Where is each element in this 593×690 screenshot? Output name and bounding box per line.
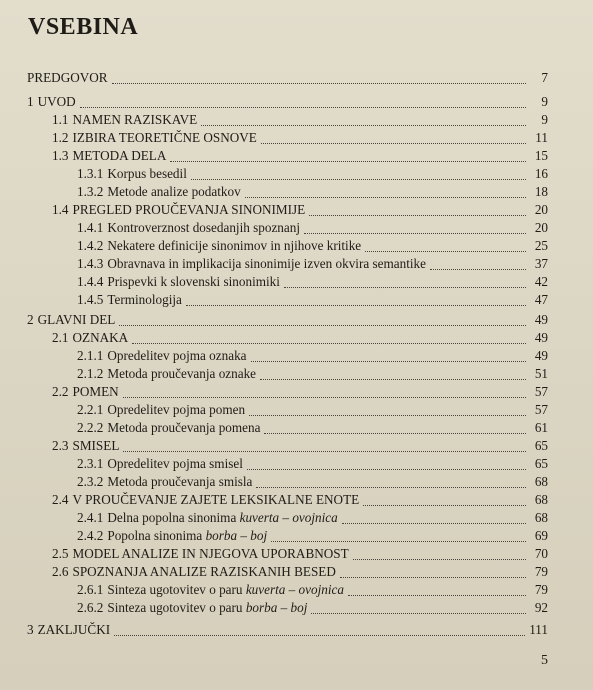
toc-entry-page: 70 (534, 546, 548, 561)
toc-entry-page: 57 (534, 384, 548, 399)
toc-entry-number: 1.4.1 (77, 220, 104, 235)
dot-leader (261, 132, 526, 144)
toc-entry-label (68, 330, 128, 346)
dot-leader (186, 294, 526, 306)
toc-entry-label (68, 112, 197, 128)
toc-entry-page: 51 (534, 366, 548, 381)
dot-leader (340, 566, 526, 578)
toc-entry-label (103, 528, 267, 544)
dot-leader (363, 494, 526, 506)
toc-entry-label (68, 148, 166, 164)
dot-leader (365, 240, 526, 252)
toc-entry-label-text: Korpus besedil (107, 166, 187, 181)
toc-entry-page: 37 (534, 256, 548, 271)
toc-entry-label (68, 130, 256, 146)
toc-entry-number: 2.6 (52, 564, 69, 579)
toc-entry-page: 69 (534, 528, 548, 543)
toc-entry-label (34, 94, 76, 110)
dot-leader (80, 96, 526, 108)
toc-entry-number: 2.4 (52, 492, 69, 507)
toc-entry-number: 1.3.1 (77, 166, 104, 181)
dot-leader (430, 258, 526, 270)
toc-entry-label-text: NAMEN RAZISKAVE (72, 112, 198, 127)
toc-entry-page: 65 (534, 438, 548, 453)
toc-entry[interactable] (0, 582, 548, 598)
toc-entry-label (103, 582, 344, 598)
toc-entry-label (68, 564, 335, 580)
toc-entry-italic-term: kuverta – ovojnica (245, 582, 344, 597)
toc-entry-italic-term: borba – boj (205, 528, 268, 543)
toc-entry-page: 111 (529, 622, 548, 637)
dot-leader (123, 386, 526, 398)
toc-entry-label (103, 184, 240, 200)
toc-entry-label (103, 600, 307, 616)
toc-entry-label-text: Opredelitev pojma oznaka (107, 348, 247, 363)
toc-entry-label (103, 402, 245, 418)
toc-entry-page: 49 (534, 348, 548, 363)
toc-entry-label (34, 312, 116, 328)
toc-entry-label-text: IZBIRA TEORETIČNE OSNOVE (72, 130, 257, 145)
dot-leader (348, 584, 526, 596)
toc-entry[interactable] (0, 238, 548, 254)
dot-leader (284, 276, 526, 288)
toc-entry-page: 7 (541, 70, 548, 85)
toc-entry-label (103, 292, 182, 308)
toc-entry[interactable] (0, 420, 548, 436)
dot-leader (123, 440, 526, 452)
toc-entry-number: 1.1 (52, 112, 69, 127)
toc-entry-number: 2.1 (52, 330, 69, 345)
page-title: VSEBINA (28, 14, 139, 40)
toc-entry-label-text: SMISEL (72, 438, 120, 453)
toc-entry-number: 2.6.1 (77, 582, 104, 597)
toc-entry-number: 1.4.4 (77, 274, 104, 289)
toc-entry-page: 18 (534, 184, 548, 199)
toc-entry-label-text: Metoda proučevanja pomena (107, 420, 261, 435)
dot-leader (304, 222, 526, 234)
toc-entry[interactable] (0, 510, 548, 526)
toc-entry-label-text: Opredelitev pojma smisel (107, 456, 243, 471)
toc-entry[interactable] (0, 292, 548, 308)
toc-entry-number: 1.4.5 (77, 292, 104, 307)
toc-entry-number: 2.1.2 (77, 366, 104, 381)
toc-entry-page: 20 (534, 220, 548, 235)
toc-entry-page: 16 (534, 166, 548, 181)
toc-entry-label-text: PREDGOVOR (27, 70, 108, 85)
toc-entry[interactable] (0, 402, 548, 418)
toc-entry-page: 25 (534, 238, 548, 253)
toc-entry[interactable] (0, 312, 548, 328)
toc-entry-page: 15 (534, 148, 548, 163)
toc-entry-page: 49 (534, 312, 548, 327)
toc-entry[interactable] (0, 220, 548, 236)
toc-entry-label-text: Nekatere definicije sinonimov in njihove kritike (107, 238, 362, 253)
toc-entry-number: 1.4.3 (77, 256, 104, 271)
dot-leader (245, 186, 526, 198)
toc-entry-page: 57 (534, 402, 548, 417)
toc-entry[interactable] (0, 546, 548, 562)
dot-leader (191, 168, 526, 180)
toc-entry-number: 1.3.2 (77, 184, 104, 199)
toc-entry[interactable] (0, 70, 548, 86)
toc-entry-label-text: Delna popolna sinonima (107, 510, 237, 525)
toc-entry-number: 2 (27, 312, 34, 327)
dot-leader (311, 602, 526, 614)
toc-entry-label-text: Sinteza ugotovitev o paru (107, 600, 243, 615)
dot-leader (256, 476, 526, 488)
toc-entry[interactable] (0, 166, 548, 182)
toc-entry-label-text: Metoda proučevanja oznake (107, 366, 257, 381)
dot-leader (112, 72, 526, 84)
toc-entry-page: 49 (534, 330, 548, 345)
toc-entry-label (103, 348, 246, 364)
toc-entry-label-text: SPOZNANJA ANALIZE RAZISKANIH BESED (72, 564, 336, 579)
toc-entry-label-text: Kontroverznost dosedanjih spoznanj (107, 220, 301, 235)
toc-entry-label (103, 420, 260, 436)
toc-entry-label-text: PREGLED PROUČEVANJA SINONIMIJE (72, 202, 306, 217)
toc-entry-number: 2.3.1 (77, 456, 104, 471)
toc-entry-label (68, 546, 348, 562)
dot-leader (247, 458, 526, 470)
toc-entry[interactable] (0, 202, 548, 218)
toc-entry[interactable] (0, 366, 548, 382)
toc-entry-label-text: POMEN (72, 384, 119, 399)
toc-entry-label-text: MODEL ANALIZE IN NJEGOVA UPORABNOST (72, 546, 349, 561)
toc-entry-label-text: ZAKLJUČKI (37, 622, 111, 637)
toc-entry-label-text: Metoda proučevanja smisla (107, 474, 253, 489)
toc-entry[interactable] (0, 492, 548, 508)
toc-entry-number: 2.1.1 (77, 348, 104, 363)
toc-entry-label-text: OZNAKA (72, 330, 129, 345)
toc-entry-number: 1 (27, 94, 34, 109)
toc-entry-label-text: METODA DELA (72, 148, 167, 163)
toc-entry-label (68, 384, 118, 400)
toc-entry-label (103, 456, 243, 472)
toc-entry-label-text: Prispevki k slovenski sinonimiki (107, 274, 280, 289)
toc-entry[interactable] (0, 528, 548, 544)
dot-leader (342, 512, 526, 524)
toc-entry[interactable] (0, 600, 548, 616)
toc-entry-number: 2.2 (52, 384, 69, 399)
dot-leader (132, 332, 526, 344)
toc-entry-number: 2.4.1 (77, 510, 104, 525)
toc-entry-label (103, 510, 337, 526)
toc-entry-number: 2.3 (52, 438, 69, 453)
dot-leader (353, 548, 526, 560)
toc-entry[interactable] (0, 112, 548, 128)
toc-entry-page: 47 (534, 292, 548, 307)
toc-entry[interactable] (0, 274, 548, 290)
toc-entry-label (103, 474, 252, 490)
toc-entry-italic-term: borba – boj (245, 600, 308, 615)
toc-entry-number: 2.6.2 (77, 600, 104, 615)
toc-entry-label-text: Opredelitev pojma pomen (107, 402, 246, 417)
toc-entry[interactable] (0, 130, 548, 146)
toc-entry-label-text: Metode analize podatkov (107, 184, 241, 199)
toc-entry-label (103, 238, 361, 254)
toc-entry-page: 92 (534, 600, 548, 615)
dot-leader (264, 422, 526, 434)
toc-entry-label (68, 438, 119, 454)
toc-entry-number: 3 (27, 622, 34, 637)
dot-leader (260, 368, 526, 380)
toc-entry[interactable] (0, 148, 548, 164)
dot-leader (170, 150, 526, 162)
toc-entry-page: 68 (534, 510, 548, 525)
toc-entry-number: 1.2 (52, 130, 69, 145)
toc-entry-number: 2.3.2 (77, 474, 104, 489)
toc-entry-page: 9 (541, 94, 548, 109)
toc-entry[interactable] (0, 184, 548, 200)
toc-entry-label-text: Obravnava in implikacija sinonimije izven okvira semantike (107, 256, 426, 271)
dot-leader (249, 404, 526, 416)
toc-entry-page: 11 (535, 130, 548, 145)
toc-entry-label (34, 622, 111, 638)
toc-entry[interactable] (0, 330, 548, 346)
toc-entry-italic-term: kuverta – ovojnica (239, 510, 338, 525)
toc-entry-label-text: Sinteza ugotovitev o paru (107, 582, 243, 597)
toc-entry-label (103, 366, 256, 382)
toc-entry-label (103, 220, 300, 236)
toc-entry-page: 61 (534, 420, 548, 435)
toc-entry-number: 2.2.1 (77, 402, 104, 417)
toc-entry-page: 68 (534, 474, 548, 489)
toc-entry[interactable] (0, 622, 548, 638)
toc-entry[interactable] (0, 256, 548, 272)
toc-entry-number: 2.5 (52, 546, 69, 561)
toc-entry-number: 1.3 (52, 148, 69, 163)
toc-entry-label-text: UVOD (37, 94, 76, 109)
toc-entry-label-text: Popolna sinonima (107, 528, 203, 543)
toc-entry[interactable] (0, 348, 548, 364)
dot-leader (309, 204, 526, 216)
toc-entry[interactable] (0, 438, 548, 454)
toc-entry[interactable] (0, 94, 548, 110)
dot-leader (114, 624, 525, 636)
toc-entry[interactable] (0, 474, 548, 490)
toc-entry-page: 42 (534, 274, 548, 289)
toc-entry-number: 2.4.2 (77, 528, 104, 543)
toc-entry-label-text: V PROUČEVANJE ZAJETE LEKSIKALNE ENOTE (72, 492, 360, 507)
dot-leader (271, 530, 526, 542)
toc-entry-label-text: GLAVNI DEL (37, 312, 116, 327)
toc-entry-number: 1.4 (52, 202, 69, 217)
dot-leader (119, 314, 526, 326)
toc-entry-label (68, 492, 359, 508)
toc-entry-page: 79 (534, 564, 548, 579)
toc-entry[interactable] (0, 456, 548, 472)
toc-entry-page: 65 (534, 456, 548, 471)
toc-entry-page: 9 (541, 112, 548, 127)
toc-entry-label (27, 70, 108, 86)
toc-entry-label (68, 202, 305, 218)
toc-entry-label (103, 274, 280, 290)
toc-entry-page: 79 (534, 582, 548, 597)
toc-entry[interactable] (0, 564, 548, 580)
toc-entry-label-text: Terminologija (107, 292, 182, 307)
toc-entry-number: 1.4.2 (77, 238, 104, 253)
toc-entry-page: 68 (534, 492, 548, 507)
toc-entry-label (103, 166, 186, 182)
toc-entry-page: 20 (534, 202, 548, 217)
toc-entry-label (103, 256, 426, 272)
dot-leader (201, 114, 526, 126)
toc-entry-number: 2.2.2 (77, 420, 104, 435)
dot-leader (251, 350, 526, 362)
page-number: 5 (541, 653, 548, 668)
toc-entry[interactable] (0, 384, 548, 400)
